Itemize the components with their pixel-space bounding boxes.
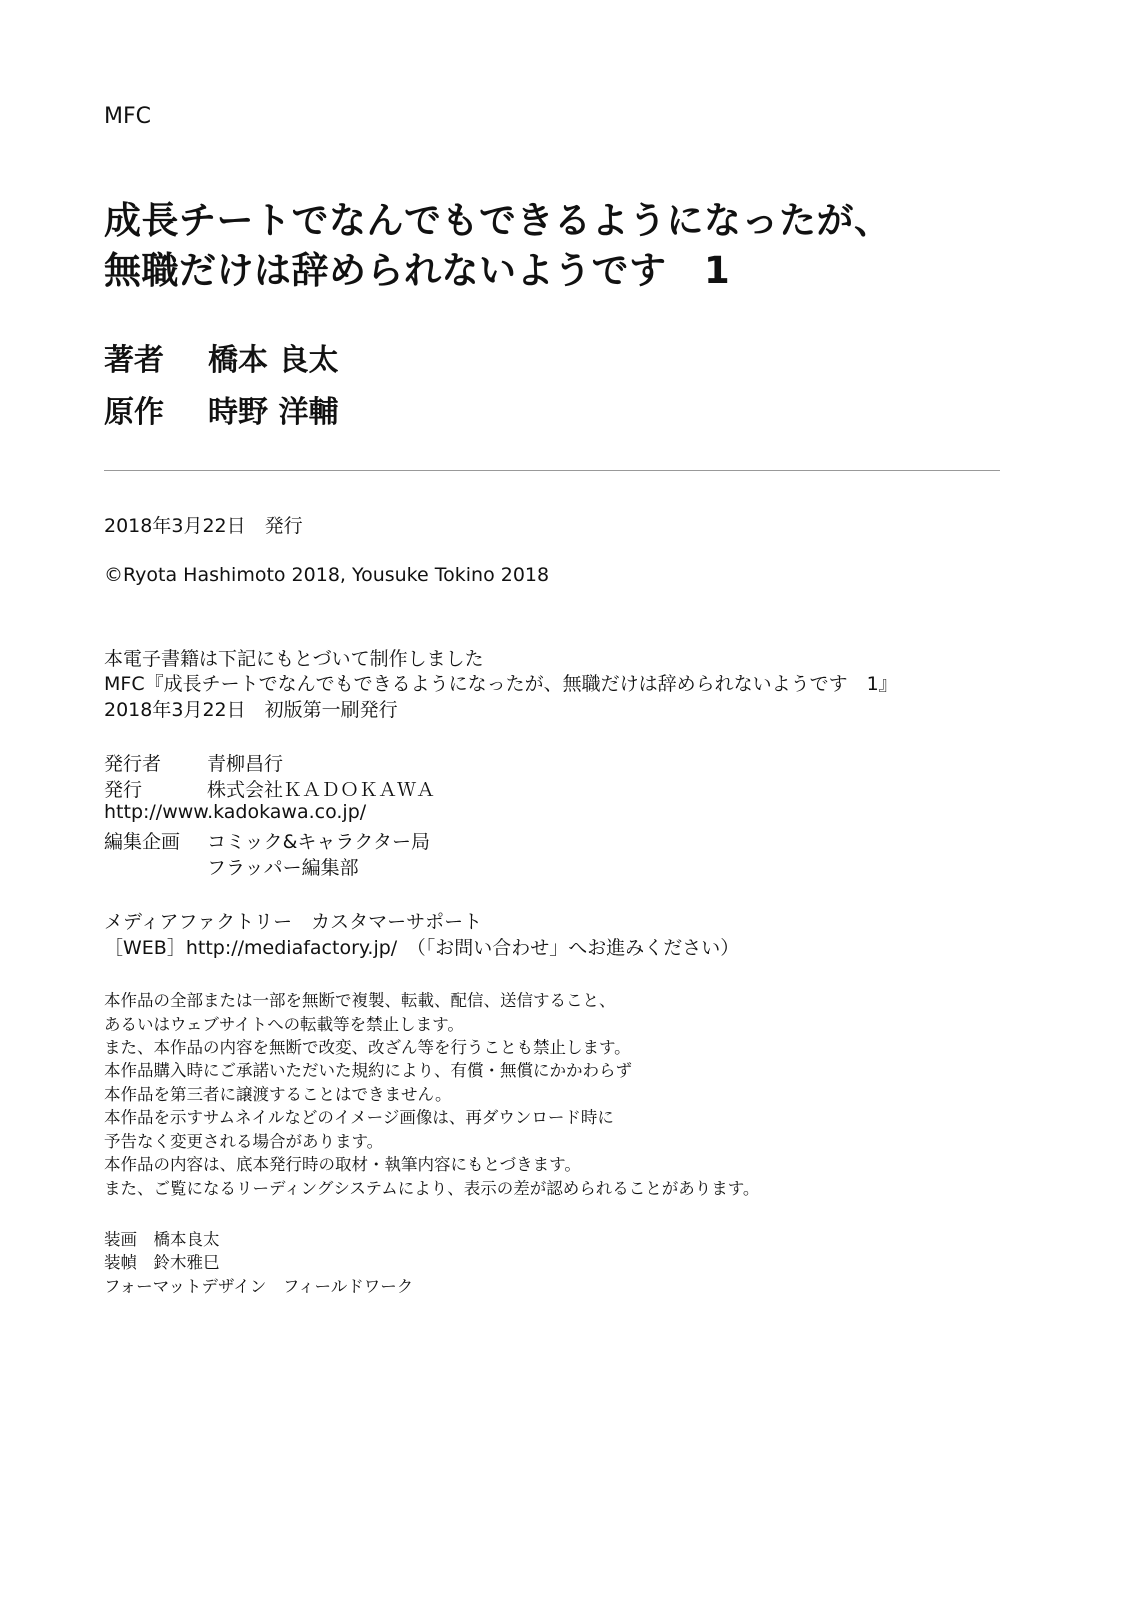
publish-date: 2018年3月22日 発行 (104, 515, 303, 537)
support-line-1: メディアファクトリー カスタマーサポート (104, 911, 483, 933)
publisher-name: 株式会社ＫＡＤＯＫＡＷＡ (207, 779, 436, 801)
notice-line-3: また、本作品の内容を無断で改変、改ざん等を行うことも禁止します。 (104, 1038, 631, 1057)
notice-line-9: また、ご覧になるリーディングシステムにより、表示の差が認められることがあります。 (104, 1179, 760, 1198)
source-line-3: 2018年3月22日 初版第一刷発行 (104, 699, 398, 721)
support-line-2: ［WEB］http://mediafactory.jp/ （「お問い合わせ」へお進みください） (104, 937, 740, 959)
notice-line-5: 本作品を第三者に譲渡することはできません。 (104, 1085, 452, 1104)
publisher-label: 発行 (104, 779, 143, 801)
copyright: ©Ryota Hashimoto 2018, Yousuke Tokino 2018 (104, 564, 550, 586)
issuer-name: 青柳昌行 (207, 753, 284, 775)
source-line-1: 本電子書籍は下記にもとづいて制作しました (104, 648, 484, 670)
credit-author-role: 著者 (104, 343, 164, 378)
notice-line-1: 本作品の全部または一部を無断で複製、転載、配信、送信すること、 (104, 991, 616, 1010)
editorial-2: フラッパー編集部 (207, 857, 359, 879)
issuer-label: 発行者 (104, 753, 162, 775)
credit-original-role: 原作 (104, 395, 164, 430)
credit-author-name: 橋本 良太 (208, 343, 339, 378)
design-line-1: 装画 橋本良太 (104, 1230, 220, 1249)
publisher (104, 775, 435, 802)
credit-original (104, 387, 338, 431)
notice-line-7: 予告なく変更される場合があります。 (104, 1132, 384, 1151)
notice-line-4: 本作品購入時にご承諾いただいた規約により、有償・無償にかかわらず (104, 1061, 632, 1080)
label-mfc: MFC (104, 104, 151, 129)
source-line-2: MFC『成長チートでなんでもできるようになったが、無職だけは辞められないようです 1』 (104, 673, 898, 695)
book-title-line-1: 成長チートでなんでもできるようになったが、 (104, 199, 892, 242)
publisher-url: http://www.kadokawa.co.jp/ (104, 801, 367, 823)
design-line-2: 装幀 鈴木雅巳 (104, 1253, 220, 1272)
design-line-3: フォーマットデザイン フィールドワーク (104, 1277, 414, 1296)
notice-line-2: あるいはウェブサイトへの転載等を禁止します。 (104, 1015, 464, 1034)
book-title-line-2: 無職だけは辞められないようです 1 (104, 249, 731, 292)
credit-author (104, 335, 338, 379)
notice-line-8: 本作品の内容は、底本発行時の取材・執筆内容にもとづきます。 (104, 1155, 581, 1174)
editorial-label: 編集企画 (104, 831, 181, 853)
notice-line-6: 本作品を示すサムネイルなどのイメージ画像は、再ダウンロード時に (104, 1108, 614, 1127)
editorial-1: コミック&キャラクター局 (207, 831, 431, 853)
editorial (104, 827, 430, 854)
divider (104, 470, 1000, 471)
issuer (104, 749, 283, 776)
credit-original-name: 時野 洋輔 (208, 395, 339, 430)
